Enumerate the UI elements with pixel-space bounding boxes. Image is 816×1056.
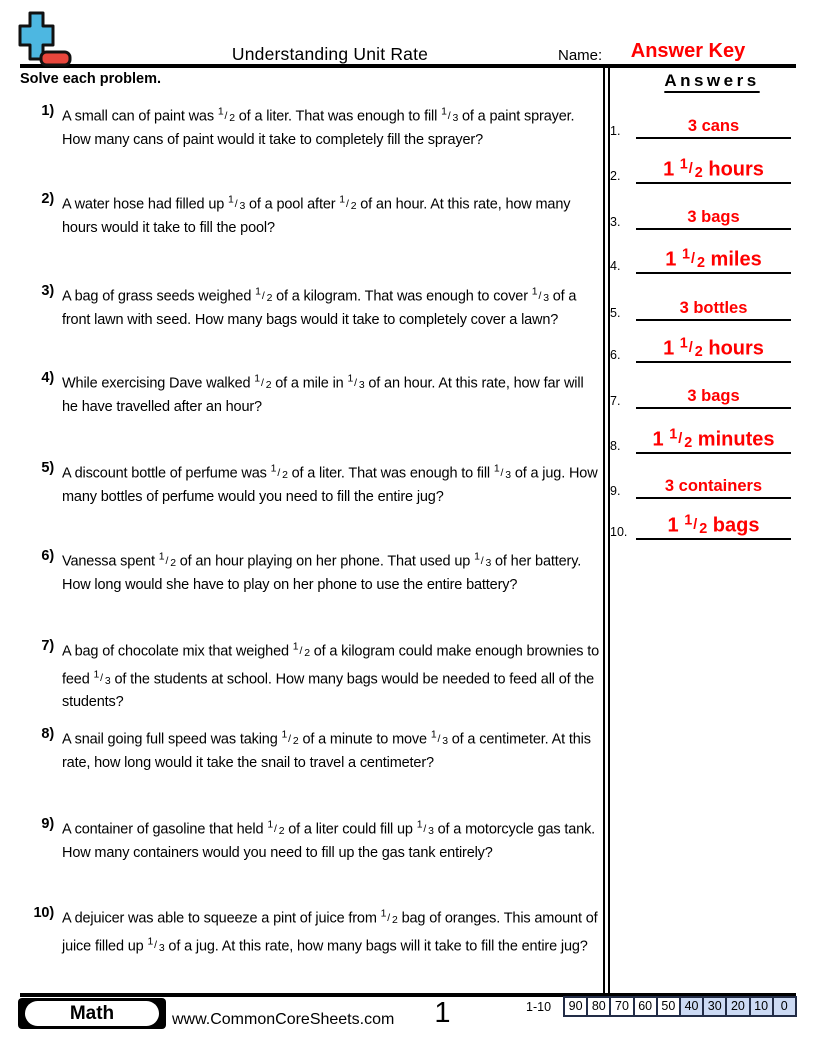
answer-row bbox=[610, 290, 791, 321]
fraction: $^1$/ 3 bbox=[474, 552, 492, 570]
answer-row bbox=[610, 243, 791, 274]
answer-row bbox=[610, 378, 791, 409]
fraction: $^1$/ 2 bbox=[681, 246, 705, 271]
commoncoresheets-logo bbox=[14, 9, 76, 69]
fraction: $^1$/ 2 bbox=[281, 730, 299, 748]
fraction: $^1$/ 3 bbox=[493, 464, 511, 482]
website-text: www.CommonCoreSheets.com bbox=[172, 1011, 395, 1028]
problem-item bbox=[22, 282, 602, 331]
answer-row bbox=[610, 468, 791, 499]
answer-number: 5. bbox=[610, 306, 621, 320]
fraction: $^1$/ 3 bbox=[531, 287, 549, 305]
problem-number: 2) bbox=[41, 191, 54, 207]
fraction: $^1$/ 3 bbox=[228, 195, 246, 213]
problem-number: 8) bbox=[41, 726, 54, 742]
score-cell: 40 bbox=[681, 998, 704, 1015]
fraction: $^1$/ 3 bbox=[416, 820, 434, 838]
answers-heading: Answers bbox=[664, 71, 760, 90]
answer-text: 3 bags bbox=[687, 207, 740, 226]
score-cell: 70 bbox=[611, 998, 634, 1015]
fraction: $^1$/ 2 bbox=[255, 287, 273, 305]
problem-text: While exercising Dave walked $^1$/ 2 of a mile in $^1$/ 3 of an hour. At this rate, how far will he have travelled after an hour? bbox=[62, 374, 584, 415]
answer-number: 8. bbox=[610, 439, 621, 453]
score-cell: 10 bbox=[751, 998, 774, 1015]
answer-text: 1 $^1$/ 2 bags bbox=[667, 512, 760, 537]
instructions: Solve each problem. bbox=[20, 71, 162, 87]
problem-item bbox=[22, 369, 602, 418]
problem-number: 5) bbox=[41, 460, 54, 476]
answer-row bbox=[610, 199, 791, 230]
problem-number: 1) bbox=[41, 103, 54, 119]
subject-badge-label: Math bbox=[25, 1001, 159, 1026]
problem-number: 3) bbox=[41, 283, 54, 299]
answer-row bbox=[610, 423, 791, 454]
problem-number: 4) bbox=[41, 370, 54, 386]
problem-text: A water hose had filled up $^1$/ 3 of a pool after $^1$/ 2 of an hour. At this rate, how many hours would it take to fill the pool? bbox=[62, 195, 571, 236]
answer-blank-line bbox=[636, 153, 791, 184]
answer-row bbox=[610, 108, 791, 139]
fraction: $^1$/ 2 bbox=[679, 156, 703, 181]
problem-item bbox=[22, 547, 602, 596]
fraction: $^1$/ 2 bbox=[254, 374, 272, 392]
fraction: $^1$/ 2 bbox=[217, 107, 235, 125]
page-title: Understanding Unit Rate bbox=[231, 44, 429, 64]
answer-text: 3 cans bbox=[687, 116, 740, 135]
problem-text: A bag of grass seeds weighed $^1$/ 2 of a kilogram. That was enough to cover $^1$/ 3 of a front lawn with seed. How many bags would it take to completely cover a lawn? bbox=[62, 287, 577, 328]
score-range-label: 1-10 bbox=[526, 1000, 552, 1014]
answer-blank-line bbox=[636, 378, 791, 409]
fraction: $^1$/ 2 bbox=[339, 195, 357, 213]
answer-text: 3 containers bbox=[664, 476, 763, 495]
answer-number: 10. bbox=[610, 525, 628, 539]
problem-text: A discount bottle of perfume was $^1$/ 2 of a liter. That was enough to fill $^1$/ 3 of a jug. How many bottles of perfume would you need to fill the entire jug? bbox=[62, 464, 598, 505]
answer-blank-line bbox=[636, 509, 791, 540]
answer-text: 3 bottles bbox=[679, 298, 748, 317]
problem-item bbox=[22, 637, 602, 714]
answer-text: 3 bags bbox=[687, 386, 740, 405]
fraction: $^1$/ 3 bbox=[93, 669, 111, 687]
score-cell: 50 bbox=[658, 998, 681, 1015]
answer-number: 2. bbox=[610, 169, 621, 183]
score-cell: 0 bbox=[774, 998, 795, 1015]
answer-blank-line bbox=[636, 423, 791, 454]
fraction: $^1$/ 2 bbox=[267, 820, 285, 838]
fraction: $^1$/ 2 bbox=[292, 642, 310, 660]
answer-number: 3. bbox=[610, 215, 621, 229]
problem-text: A bag of chocolate mix that weighed $^1$/ 2 of a kilogram could make enough brownies to feed $^1$/ 3 of the students at school. How many bags would be needed to feed all of the students? bbox=[62, 642, 600, 711]
answer-row bbox=[610, 509, 791, 540]
name-label: Name: bbox=[558, 47, 603, 64]
answer-blank-line bbox=[636, 199, 791, 230]
fraction: $^1$/ 2 bbox=[380, 909, 398, 927]
fraction: $^1$/ 3 bbox=[430, 730, 448, 748]
answer-key-text: Answer Key bbox=[630, 40, 746, 62]
fraction: $^1$/ 2 bbox=[669, 426, 693, 451]
answer-text: 1 $^1$/ 2 hours bbox=[663, 156, 764, 181]
score-cell: 30 bbox=[704, 998, 727, 1015]
fraction: $^1$/ 2 bbox=[270, 464, 288, 482]
minus-icon bbox=[41, 52, 70, 65]
subject-badge bbox=[18, 998, 166, 1029]
problem-text: A container of gasoline that held $^1$/ 2 of a liter could fill up $^1$/ 3 of a motorcycle gas tank. How many containers would you need to fill up the gas tank entirely? bbox=[62, 820, 596, 861]
problem-number: 9) bbox=[41, 816, 54, 832]
answer-number: 4. bbox=[610, 259, 621, 273]
answers-column-divider bbox=[603, 64, 610, 994]
answer-text: 1 $^1$/ 2 minutes bbox=[652, 426, 775, 451]
score-cell: 90 bbox=[565, 998, 588, 1015]
answer-blank-line bbox=[636, 108, 791, 139]
answer-blank-line bbox=[636, 290, 791, 321]
problem-item bbox=[22, 102, 602, 151]
score-cell: 60 bbox=[635, 998, 658, 1015]
score-cell: 80 bbox=[588, 998, 611, 1015]
answer-row bbox=[610, 332, 791, 363]
fraction: $^1$/ 3 bbox=[147, 936, 165, 954]
answer-text: 1 $^1$/ 2 miles bbox=[665, 246, 762, 271]
fraction: $^1$/ 2 bbox=[158, 552, 176, 570]
problem-text: A snail going full speed was taking $^1$/ 2 of a minute to move $^1$/ 3 of a centimeter. At this rate, how long would it take the snail to travel a centimeter? bbox=[62, 730, 591, 771]
page-number: 1 bbox=[434, 997, 451, 1029]
problem-number: 6) bbox=[41, 548, 54, 564]
problem-item bbox=[22, 725, 602, 774]
problem-item bbox=[22, 815, 602, 864]
answer-number: 1. bbox=[610, 124, 621, 138]
header-divider bbox=[20, 64, 796, 68]
fraction: $^1$/ 2 bbox=[684, 512, 708, 537]
answer-number: 9. bbox=[610, 484, 621, 498]
problem-number: 7) bbox=[41, 638, 54, 654]
fraction: $^1$/ 3 bbox=[441, 107, 459, 125]
problem-text: A dejuicer was able to squeeze a pint of juice from $^1$/ 2 bag of oranges. This amount of juice filled up $^1$/ 3 of a jug. At this rate, how many bags will it take to fill the entire jug? bbox=[62, 909, 598, 954]
answer-blank-line bbox=[636, 332, 791, 363]
problem-number: 10) bbox=[33, 905, 54, 921]
fraction: $^1$/ 2 bbox=[679, 335, 703, 360]
answer-number: 7. bbox=[610, 394, 621, 408]
answer-number: 6. bbox=[610, 348, 621, 362]
answer-row bbox=[610, 153, 791, 184]
answer-blank-line bbox=[636, 468, 791, 499]
problem-text: A small can of paint was $^1$/ 2 of a liter. That was enough to fill $^1$/ 3 of a paint sprayer. How many cans of paint would it take to completely fill the sprayer? bbox=[62, 107, 575, 148]
problem-item bbox=[22, 190, 602, 239]
score-cell: 20 bbox=[727, 998, 750, 1015]
answer-text: 1 $^1$/ 2 hours bbox=[663, 335, 764, 360]
answer-blank-line bbox=[636, 243, 791, 274]
problem-text: Vanessa spent $^1$/ 2 of an hour playing on her phone. That used up $^1$/ 3 of her battery. How long would she have to play on her phone to use the entire battery? bbox=[62, 552, 582, 593]
score-table bbox=[563, 996, 797, 1017]
problem-item bbox=[22, 904, 602, 959]
problem-item bbox=[22, 459, 602, 508]
fraction: $^1$/ 3 bbox=[347, 374, 365, 392]
